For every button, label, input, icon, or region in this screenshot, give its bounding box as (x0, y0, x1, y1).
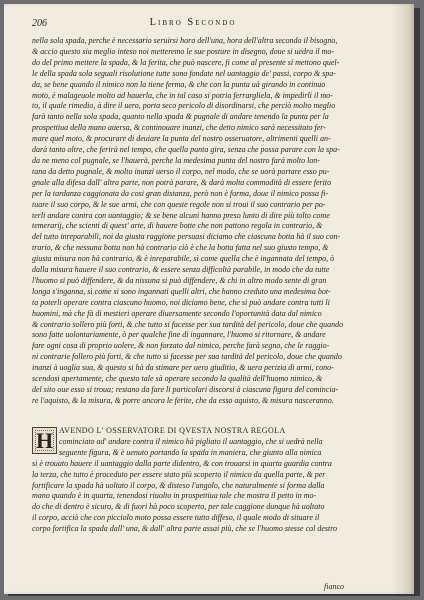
text-line: scendosi apertamente, che questo tale sà operare secondo la qualità dell'huomo nimico, & (32, 374, 323, 384)
text-line: tana da detto pugnale, & molto inanzi uerso il corpo, nel modo, che se uorà portare esso pu- (32, 166, 330, 176)
text-line: huomini, mà che fà di mestieri operare diuersamente secondo l'oportunità data dal nimico (32, 308, 322, 318)
paragraph-2-lead: AVENDO L' OSSERVATORE DI QVESTA NOSTRA REGOLA (59, 426, 286, 435)
text-line: si è trouato hauere il uantaggio dalla parte didentro, & con trouarsi in quarta guardia contra (32, 458, 332, 468)
text-line: darà tanto oltre, che ferirà nel tempo, che quella punta gira, senza che possa parare con la spa- (32, 145, 340, 155)
text-line: mano quando è in quarta, tenendosi riuolto in prospettiua tale che mostra il petto in mo- (32, 491, 317, 501)
text-line: del sito oue esso si troua; restano da fare li particolari discorsi à ciascuna figura del comincia- (32, 385, 339, 394)
text-line: dalla misura hauere il suo contrario, & essere senza difficoltà parabile, in modo che da tutte (32, 265, 330, 275)
text-line: l'huomo si può diffendere, & da nissuna si può diffendere, & chi in altro modo sente di gran (32, 275, 327, 285)
text-line: inanzi à uoglia sua, & questo si hà da stimare per uero giuditio, & uera perizia di armi, cono- (32, 363, 334, 373)
page-number: 206 (32, 18, 47, 29)
text-line: moto, è malageuole molto ad hauerla, che in tal caso si potria ferrargliela, & impedirli il mo- (32, 90, 333, 100)
running-head: Libro Secondo (149, 17, 237, 28)
page-header (32, 18, 354, 32)
text-line: le della spada sola seguali risolutione tutte sono fondate nel uantaggio de' passi, corpo & spa- (32, 68, 336, 78)
text-line: ni contrarie follero più forti, & che tutto si facesse per sua tardità del pericolo, doue che quando (32, 352, 342, 362)
text-line: cominciato ad' andare contra il nimico hà pigliato il uantaggio, che si uedrà nella (59, 436, 323, 446)
paragraph-1 (32, 36, 344, 407)
text-line: sono fatte uolontariamente, ò per qualche fine di ingannare, l'huomo si ritornare, & andare (32, 330, 326, 340)
text-line: giusta misura non hà contrario, & è inreparabile, sì come quella che è ingannata del tempo, ò (32, 254, 335, 264)
text-line: & accio questo sia meglio inteso noi metteremo le sue posture in disegno, doue si uedra il mo- (32, 46, 335, 56)
text-line: da, se bene quando il nimico non la tiene ferma, & che con la punta uà girando in continuo (32, 79, 326, 89)
text-line: prospettiua della mano auersa, & continouare inanzi, che detto nimico sarà necessitato fer- (32, 123, 326, 133)
text-line: terli andare contra con uantaggio; & se bene alcuni hanno preso lunto di dire più tolto come (32, 210, 330, 220)
text-line: nella sola spada, perche è necessario seruirsi hora dell'una, hora dell'altra secondo il bisogno, (32, 36, 338, 45)
text-line: da ne meno col pugnale, se l'hauerà, perche la medesima punta del nostro farà molto lon- (32, 155, 320, 165)
catchword: fianco (324, 582, 344, 591)
book-page (4, 4, 414, 594)
text-line: ta poterli operare contra ciascuno huomo, noi diciamo bene, che si può andare contra tutti li (32, 297, 330, 307)
text-line: la terza, che tutto è proceduto per essere stato più scoperto il nimico da quella parte, & per (32, 469, 326, 479)
text-line: del tutto inreparabili, noi da giusta raggione persuasi diciamo che ciascuna botta hà il suo con- (32, 232, 341, 242)
text-line: corpo fortifica la spada dall' una, & dall' altra parte assai più, che se l'huomo stesse col destro (32, 524, 338, 534)
text-line: & contrario sollero più forti, & che tutto si facesse per sua tardità del pericolo, doue che quando (32, 319, 344, 329)
text-line: re l'aquisto, & la misura, & porre ancora le ferite, che da esso aquisto, & misura nasceranno. (32, 395, 334, 405)
text-line: do che di dentro è sicuro, & di fuori hà poco scoperto, per tale caggione dunque hà uoltato (32, 502, 325, 512)
text-line: il corpo, acciò che con picciolo moto possa essere tutto diffeso, il quale modo di situare il (32, 513, 320, 523)
text-line: longa s'inganna, sì come si sono ingannati quelli altri, che hanno creduto una medesima bot- (32, 286, 331, 296)
text-line: farà tanto nella sola spada, quanto nella spada & pugnale di andare tenendo la punta per la (32, 112, 329, 122)
text-line: seguente figura, & è uenuto portando la spada in maniera, che giunto alla nimica (59, 447, 322, 457)
text-line: fare ogni cosa di proprio uolere, & non forzato dal nimico, perche farà segno, che le raggio- (32, 341, 330, 351)
text-line: to, il quale rimedio, à dire il uero, porta seco pericolo di disordinarsi, che perciò molto meglio (32, 101, 336, 111)
text-line: gnale alla difesa dall' altra parte, non potrà parare, & darà molta commodità di essere ferito (32, 177, 332, 187)
text-line: mare quel moto, & procurare di deuiare la punta del nostro osseruatore, altrimenti quelli an- (32, 134, 331, 144)
text-line: temerarij, che scienti di quest' arte, di hauere botte che non pattono regola in contrario, & (32, 221, 323, 231)
text-line: do del primo mettere la spada, & la ferita, che può nascere, fi come al presente si mettono quel- (32, 57, 340, 67)
text-line: fortificare la spada hà uoltato il corpo, & disteso l'angolo, che naturalmente si forma dalla (32, 480, 325, 490)
paragraph-2 (32, 426, 344, 535)
decorated-initial: H (32, 427, 57, 454)
page-gutter (392, 4, 414, 594)
text-line: tuare il suo corpo, & le sue armi, che con queste regole non si troui il suo contrario per po- (32, 199, 326, 209)
text-line: per la tardanza caggionata da cosi gran distanza, però non è forma, doue il nimico possa fi- (32, 188, 329, 198)
text-line: trario, & che nessuna botta non hà contrario ciò è che la botta fatta nel suo giusto tempo, & (32, 243, 329, 253)
